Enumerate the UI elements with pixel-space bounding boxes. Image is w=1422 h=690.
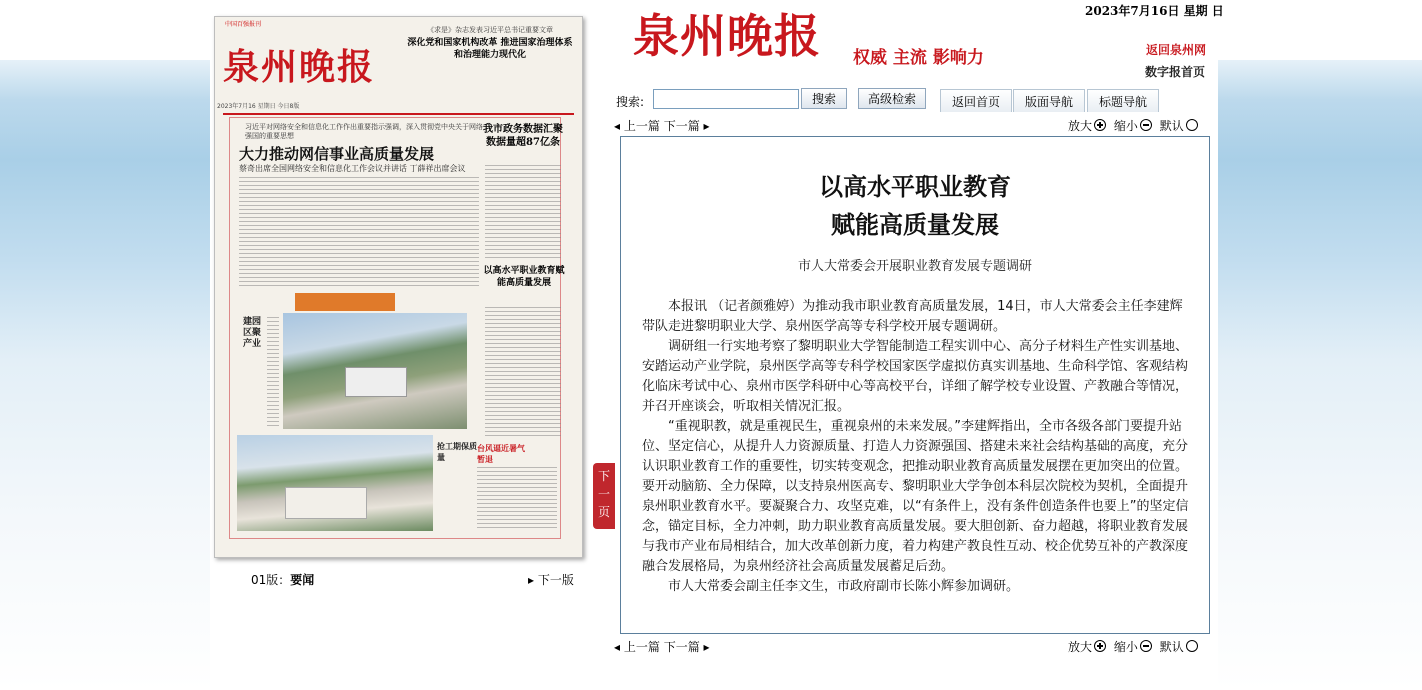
- thumb-side-text: [485, 165, 561, 261]
- thumb-lead-subtitle: 蔡奇出席全国网络安全和信息化工作会议并讲话 丁薛祥出席会议: [239, 164, 466, 173]
- thumb-weather-headline[interactable]: 台风逼近暑气暂退: [477, 444, 525, 464]
- zoom-controls-top: [1068, 117, 1202, 134]
- zoom-in-icon: [1094, 119, 1106, 131]
- zoom-out-label: 缩小: [1113, 640, 1138, 654]
- masthead-tag: 中国百强报刊: [225, 21, 262, 28]
- thumb-right-kicker: 《求是》杂志发表习近平总书记重要文章: [427, 26, 553, 34]
- thumb-vertical-caption-2: 抢工期保质量: [437, 441, 477, 462]
- zoom-default-button[interactable]: [1160, 119, 1202, 133]
- thumb-side-title[interactable]: 我市政务数据汇聚数据量超87亿条: [483, 124, 563, 148]
- zoom-in-button-bottom[interactable]: [1068, 640, 1110, 654]
- arrow-right-icon: ▸: [703, 119, 710, 133]
- date-label: 2023年7月16日 星期 日: [1085, 4, 1224, 18]
- tab-title-nav[interactable]: 标题导航: [1087, 89, 1159, 112]
- arrow-left-icon: ◂: [614, 640, 624, 654]
- next-article-link[interactable]: 下一篇: [663, 119, 700, 133]
- article-paragraph: 市人大常委会副主任李文生，市政府副市长陈小辉参加调研。: [668, 579, 1020, 594]
- article-paragraph: “重视职教，就是重视民生，重视泉州的未来发展。”李建辉指出，全市各级各部门要提升站位、坚定信心，从提升人力资源质量、打造人力资源强国、搭建未来社会结构基础的高度，充分认识职业教育工作的重要性，切实转变观念，把推动职业教育高质量发展摆在更加突出的位置。要开动脑筋、全力保障，以支持泉州医高专、黎明职业大学争创本科层次院校为契机，全面提升泉州职业教育水平。要凝聚合力、攻坚克难，以“有条件上，没有条件创造条件也要上”的坚定信念，锚定目标，全力冲刺，助力职业教育高质量发展。要大胆创新、奋力超越，将职业教育发展与我市产业布局相结合，加大改革创新力度，着力构建产教良性互动、校企优势互补的产教深度融合发展格局，为泉州经济社会高质量发展蓄足后劲。: [642, 419, 1189, 574]
- zoom-default-label: 默认: [1159, 640, 1184, 654]
- site-slogan: 权威 主流 影响力: [853, 48, 984, 68]
- thumb-vertical-caption: 建园区聚产业: [243, 317, 262, 349]
- back-to-site-link[interactable]: 返回泉州网: [1146, 43, 1207, 57]
- zoom-out-button[interactable]: [1114, 119, 1156, 133]
- article-title-line-1: 以高水平职业教育: [819, 173, 1011, 201]
- thumb-photo-building-2: [285, 487, 367, 519]
- zoom-default-icon: [1186, 119, 1198, 131]
- tab-home[interactable]: 返回首页: [940, 89, 1012, 112]
- thumb-text-block: [239, 177, 479, 287]
- arrow-right-icon: ▸: [528, 573, 535, 587]
- page-name: 要闻: [290, 573, 315, 587]
- search-button[interactable]: 搜索: [801, 88, 847, 109]
- arrow-right-icon: ▸: [703, 640, 710, 654]
- thumb-side-title-2[interactable]: 以高水平职业教育赋能高质量发展: [483, 266, 565, 288]
- zoom-in-icon: [1094, 640, 1106, 652]
- advanced-search-button[interactable]: 高级检索: [858, 88, 926, 109]
- page-label: [251, 571, 314, 588]
- thumb-right-headline[interactable]: [405, 25, 575, 61]
- zoom-out-icon: [1140, 119, 1152, 131]
- thumb-photo-building: [345, 367, 407, 397]
- article-panel: [620, 136, 1210, 634]
- search-input[interactable]: [653, 89, 799, 109]
- article-paragraph: 调研组一行实地考察了黎明职业大学智能制造工程实训中心、高分子材料生产性实训基地、安踏运动产业学院，泉州医学高等专科学校国家医学虚拟仿真实训基地、生命科学馆、客观结构化临床考试中心、泉州市医学科研中心等高校平台，详细了解学校专业设置、产教融合等情况，并召开座谈会，听取相关情况汇报。: [642, 339, 1189, 414]
- zoom-default-label: 默认: [1159, 119, 1184, 133]
- zoom-out-button-bottom[interactable]: [1114, 640, 1156, 654]
- zoom-in-button[interactable]: [1068, 119, 1110, 133]
- thumb-side-text-2: [485, 307, 561, 437]
- page-number: 01版：: [251, 573, 291, 587]
- newspaper-page-thumbnail[interactable]: [214, 16, 583, 558]
- thumb-banner: [295, 293, 395, 311]
- zoom-in-label: 放大: [1068, 119, 1093, 133]
- article-subtitle: 市人大常委会开展职业教育发展专题调研: [797, 259, 1032, 274]
- masthead-divider: [223, 113, 574, 115]
- thumb-caption-text: [267, 317, 279, 427]
- article-nav-bottom: [614, 638, 710, 655]
- prev-article-link-bottom[interactable]: 上一篇: [623, 640, 660, 654]
- article-body: [642, 297, 1190, 597]
- next-article-link-bottom[interactable]: 下一篇: [663, 640, 700, 654]
- zoom-out-icon: [1140, 640, 1152, 652]
- next-page-label: 下一版: [537, 573, 574, 587]
- zoom-out-label: 缩小: [1113, 119, 1138, 133]
- article-paragraph: 本报讯 （记者颜雅婷）为推动我市职业教育高质量发展，14日，市人大常委会主任李建辉带队走进黎明职业大学、泉州医学高等专科学校开展专题调研。: [642, 299, 1183, 334]
- thumb-right-title: 深化党和国家机构改革 推进国家治理体系和治理能力现代化: [407, 38, 573, 60]
- thumb-lead-kicker: 习近平对网络安全和信息化工作作出重要指示强调，深入贯彻党中央关于网络强国的重要思想: [245, 123, 483, 140]
- masthead-info: 2023年7月16 星期日 今日8版: [217, 103, 300, 110]
- zoom-default-button-bottom[interactable]: [1160, 640, 1202, 654]
- search-label: 搜索:: [616, 95, 645, 109]
- zoom-controls-bottom: [1068, 638, 1202, 655]
- thumb-weather-text: [477, 467, 557, 531]
- digital-home-link[interactable]: 数字报首页: [1145, 65, 1206, 79]
- next-page-link[interactable]: [528, 571, 574, 588]
- side-next-page-label: 下一页: [598, 469, 611, 519]
- zoom-in-label: 放大: [1068, 640, 1093, 654]
- masthead-title: 泉州晚报: [223, 46, 376, 88]
- zoom-default-icon: [1186, 640, 1198, 652]
- thumb-lead-title[interactable]: 大力推动网信事业高质量发展: [239, 145, 435, 163]
- prev-article-link[interactable]: 上一篇: [623, 119, 660, 133]
- article-nav-top: [614, 117, 710, 134]
- tab-layout-nav[interactable]: 版面导航: [1013, 89, 1085, 112]
- side-next-page-tab[interactable]: [593, 463, 615, 529]
- article-title-line-2: 赋能高质量发展: [831, 211, 999, 239]
- arrow-left-icon: ◂: [614, 119, 624, 133]
- site-logo: 泉州晚报: [633, 9, 821, 63]
